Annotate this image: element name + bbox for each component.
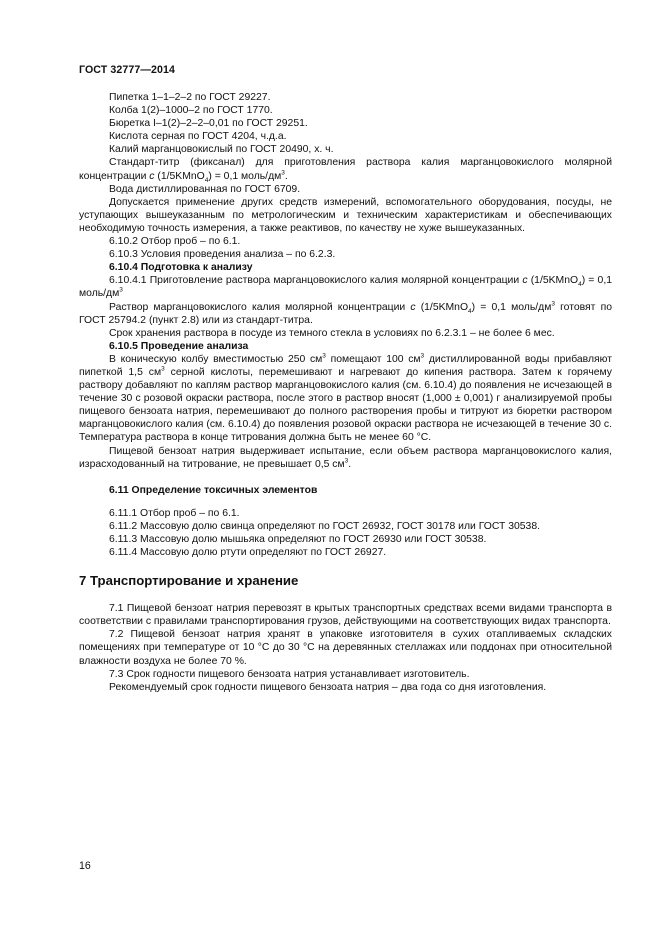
- section-6-11-item: 6.11.1 Отбор проб – по 6.1.: [109, 507, 240, 519]
- section-6-10-3: 6.10.3 Условия проведения анализа – по 6.2.3.: [109, 249, 336, 261]
- equipment-item: Колба 1(2)–1000–2 по ГОСТ 1770.: [109, 105, 273, 117]
- storage-paragraph: Срок хранения раствора в посуде из темного стекла в условиях по 6.2.3.1 – не более 6 мес.: [109, 327, 555, 339]
- solution-paragraph: Раствор марганцовокислого калия молярной концентрации c (1/5KMnO$_4$) = 0,1 моль/$дм^3$ готовят по ГОСТ 25794.2 (пункт 2.8) или из стандарт-титра.: [79, 300, 612, 326]
- document-body: [79, 91, 612, 694]
- section-7-3: 7.3 Срок годности пищевого бензоата натрия устанавливает изготовитель.: [109, 668, 470, 680]
- recommended-shelf-life: Рекомендуемый срок годности пищевого бензоата натрия – два года со дня изготовления.: [109, 681, 547, 693]
- water-paragraph: Вода дистиллированная по ГОСТ 6709.: [109, 183, 301, 195]
- section-6-11-title: 6.11 Определение токсичных элементов: [109, 484, 318, 496]
- titrant-paragraph: Стандарт-титр (фиксанал) для приготовления раствора калия марганцовокислого молярной концентрации c (1/5KMnO$_4$) = 0,1 моль/$дм^3$.: [79, 157, 612, 184]
- equipment-item: Калий марганцовокислый по ГОСТ 20490, х. ч.: [109, 144, 334, 156]
- standard-header: ГОСТ 32777—2014: [79, 64, 176, 76]
- section-7-1: 7.1 Пищевой бензоат натрия перевозят в крытых транспортных средствах всеми видами транспорта в соответствии с правилами транспортирования грузов, действующими на соответствующих видах транспорта.: [79, 603, 612, 628]
- equipment-item: Пипетка 1–1–2–2 по ГОСТ 29227.: [109, 92, 271, 103]
- procedure-paragraph: В коническую колбу вместимостью 250 $см^3$ помещают 100 $см^3$ дистиллированной воды прибавляют пипеткой 1,5 $см^3$ серной кислоты, перемешивают и нагревают до кипения раствора. Затем к горячему раствору добавляют по каплям раствор марганцовокислого калия (см. 6.10.4) до появления не исчезающей в течение 30 с розовой окраски раствора, после этого в раствор вносят (1,000 ± 0,001) г анализируемой пробы пищевого бензоата натрия, перемешивают до полного растворения пробы и титруют из бюретки раствором марганцовокислого калия (см. 6.10.4) до появления розовой окраски раствора не исчезающей в течение 30 с. Температура раствора в конце титрования должна быть не менее 60 °С.: [79, 352, 612, 444]
- section-6-11-item: 6.11.4 Массовую долю ртути определяют по ГОСТ 26927.: [109, 547, 387, 559]
- section-6-10-2: 6.10.2 Отбор проб – по 6.1.: [109, 236, 241, 248]
- section-6-11-item: 6.11.2 Массовую долю свинца определяют по ГОСТ 26932, ГОСТ 30178 или ГОСТ 30538.: [109, 520, 540, 532]
- page-number: 16: [79, 860, 91, 872]
- equipment-item: Бюретка I–1(2)–2–2–0,01 по ГОСТ 29251.: [109, 118, 308, 130]
- section-6-10-4-1: 6.10.4.1 Приготовление раствора марганцовокислого калия молярной концентрации c (1/5KMnO$_4$) = 0,1 моль/$дм^3$: [79, 275, 612, 300]
- allowed-paragraph: Допускается применение других средств измерений, вспомогательного оборудования, посуды, не уступающих вышеуказанным по метрологическим и техническим характеристикам и обеспечивающих необходимую точность измерения, а также реактивов, по качеству не хуже вышеуказанных.: [79, 196, 612, 234]
- result-paragraph: Пищевой бензоат натрия выдерживает испытание, если объем раствора марганцовокислого калия, израсходованный на титрование, не превышает 0,5 $см^3$.: [79, 445, 612, 470]
- chapter-7-title: 7 Транспортирование и хранение: [79, 573, 299, 589]
- equipment-item: Кислота серная по ГОСТ 4204, ч.д.а.: [109, 131, 287, 143]
- section-6-11-item: 6.11.3 Массовую долю мышьяка определяют по ГОСТ 26930 или ГОСТ 30538.: [109, 534, 487, 545]
- section-7-2: 7.2 Пищевой бензоат натрия хранят в упаковке изготовителя в сухих отапливаемых складских помещениях при температуре от 10 °С до 30 °С на деревянных стеллажах или поддонах при относительной влажности воздуха не более 70 %.: [79, 629, 612, 667]
- section-6-10-4-title: 6.10.4 Подготовка к анализу: [109, 262, 253, 274]
- section-6-10-5-title: 6.10.5 Проведение анализа: [109, 340, 249, 352]
